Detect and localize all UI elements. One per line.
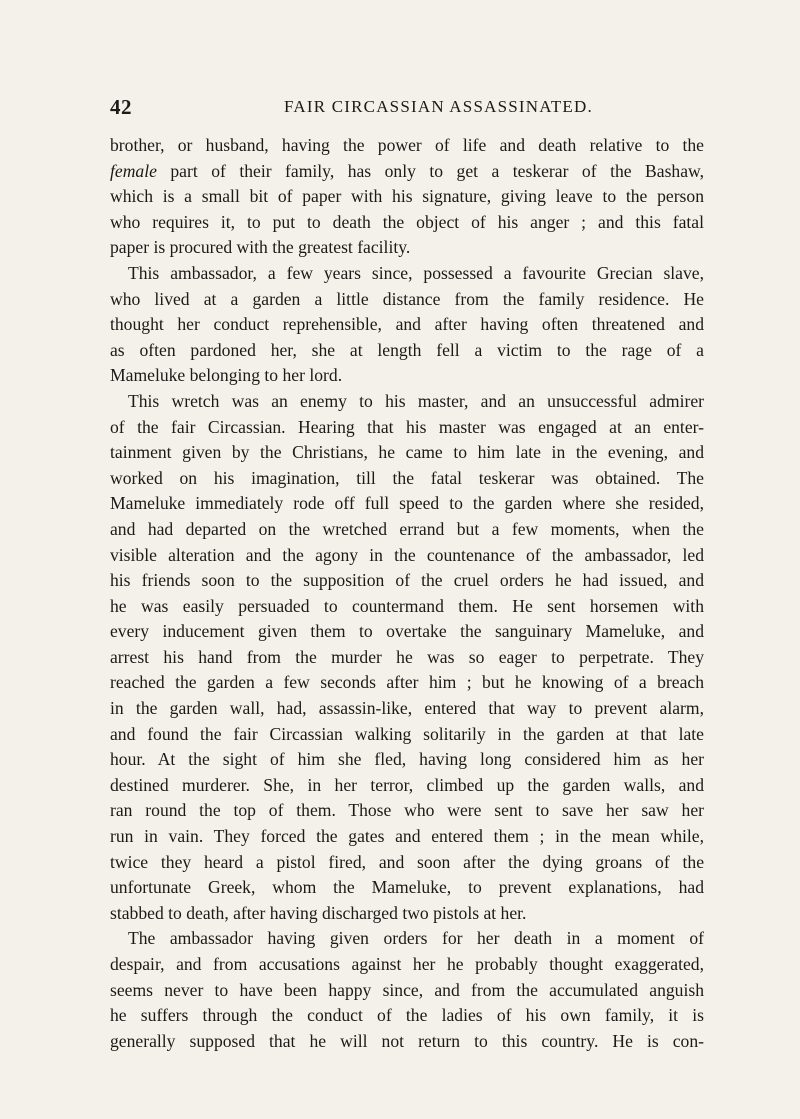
text-line: and had departed on the wretched errand but a few moments, when the [110, 518, 704, 539]
text-line: This ambassador, a few years since, possessed a favourite Grecian slave, [128, 262, 704, 283]
text-line: This wretch was an enemy to his master, and an unsuccessful admirer [128, 390, 704, 411]
text-line: seems never to have been happy since, and from the accumulated anguish [110, 979, 704, 1000]
text-line: generally supposed that he will not return to this country. He is con- [110, 1030, 704, 1051]
text-line: he was easily persuaded to countermand them. He sent horsemen with [110, 595, 704, 616]
text-line: hour. At the sight of him she fled, having long considered him as her [110, 749, 704, 770]
text-line: The ambassador having given orders for her death in a moment of [128, 928, 704, 949]
text-line: Mameluke belonging to her lord. [110, 365, 343, 386]
text-line: ran round the top of them. Those who were sent to save her saw her [110, 800, 704, 821]
text-line: he suffers through the conduct of the ladies of his own family, it is [110, 1005, 704, 1026]
page-number: 42 [110, 95, 132, 119]
text-line: arrest his hand from the murder he was so eager to perpetrate. They [110, 646, 704, 667]
text-line: destined murderer. She, in her terror, climbed up the garden walls, and [110, 774, 704, 795]
text-line: female part of their family, has only to get a teskerar of the Bashaw, [110, 160, 704, 181]
running-title: FAIR CIRCASSIAN ASSASSINATED. [284, 97, 593, 116]
text-line: paper is procured with the greatest facility. [110, 237, 411, 258]
text-line: thought her conduct reprehensible, and after having often threatened and [110, 314, 704, 335]
text-line: every inducement given them to overtake the sanguinary Mameluke, and [110, 621, 704, 642]
body-text [110, 133, 704, 1054]
text-line: as often pardoned her, she at length fell a victim to the rage of a [110, 339, 704, 360]
text-line: in the garden wall, had, assassin-like, entered that way to prevent alarm, [110, 698, 704, 719]
text-line: his friends soon to the supposition of the cruel orders he had issued, and [110, 570, 704, 591]
text-line: who requires it, to put to death the object of his anger ; and this fatal [110, 211, 704, 232]
text-line: visible alteration and the agony in the countenance of the ambassador, led [110, 544, 704, 565]
text-line: which is a small bit of paper with his signature, giving leave to the person [110, 186, 704, 207]
text-line: reached the garden a few seconds after him ; but he knowing of a breach [110, 672, 704, 693]
text-line: tainment given by the Christians, he came to him late in the evening, and [110, 442, 704, 463]
text-line: brother, or husband, having the power of life and death relative to the [110, 135, 704, 155]
text-line: worked on his imagination, till the fatal teskerar was obtained. The [110, 467, 704, 488]
text-line: Mameluke immediately rode off full speed to the garden where she resided, [110, 493, 704, 514]
text-line: and found the fair Circassian walking solitarily in the garden at that late [110, 723, 704, 744]
text-line: stabbed to death, after having discharged two pistols at her. [110, 902, 527, 923]
text-line: unfortunate Greek, whom the Mameluke, to prevent explanations, had [110, 877, 704, 898]
running-head [110, 95, 704, 119]
text-line: despair, and from accusations against her he probably thought exaggerated, [110, 954, 704, 974]
text-line: who lived at a garden a little distance from the family residence. He [110, 288, 704, 309]
text-line: twice they heard a pistol fired, and soon after the dying groans of the [110, 851, 704, 872]
text-line: of the fair Circassian. Hearing that his master was engaged at an enter- [110, 416, 704, 437]
text-line: run in vain. They forced the gates and entered them ; in the mean while, [110, 826, 704, 847]
